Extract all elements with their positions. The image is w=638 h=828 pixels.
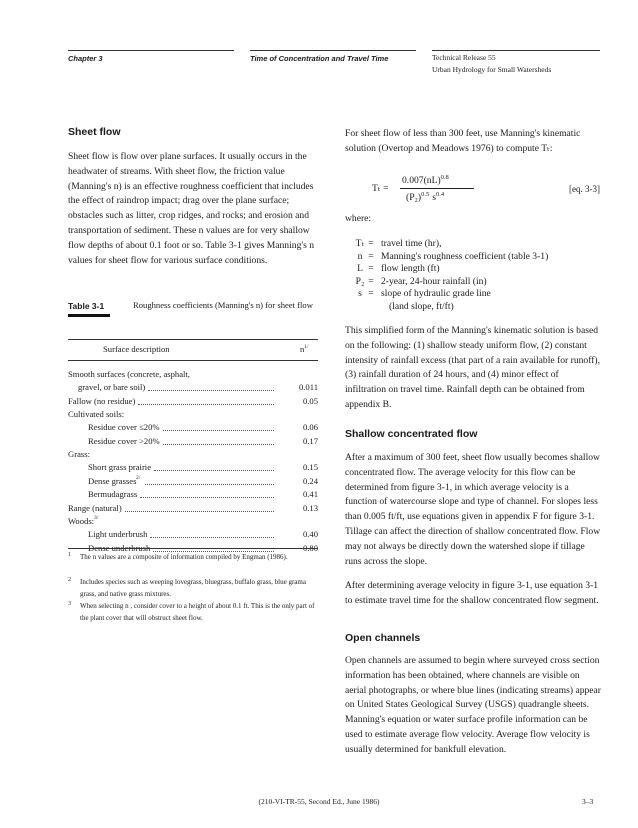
row-label: gravel, or bare soil) — [78, 382, 146, 393]
open-channels-heading: Open channels — [345, 632, 421, 644]
definition-equals: = — [368, 238, 374, 249]
definition-symbol: L — [357, 263, 363, 275]
table-row — [68, 395, 318, 408]
table-caption: Roughness coefficients (Manning's n) for sheet flow — [133, 300, 313, 310]
definition-symbol: Tₜ — [355, 238, 365, 249]
table-row — [68, 448, 318, 461]
definition-item — [355, 301, 454, 314]
row-value: 0.011 — [298, 382, 318, 393]
eq-lhs: Tₜ = — [372, 183, 389, 194]
dot-leader — [163, 444, 274, 445]
definition-equals: = — [368, 288, 374, 300]
col-n-label: n — [300, 344, 305, 354]
footnote-mark: 3 — [68, 601, 71, 607]
table-footnote — [68, 577, 318, 601]
shallow-flow-heading: Shallow concentrated flow — [345, 428, 478, 440]
footnote-text: Includes species such as weeping lovegrass, bluegrass, buffalo grass, blue grama grass, and native grass mixtures. — [80, 578, 306, 598]
row-value: 0.06 — [302, 422, 318, 433]
row-value: 0.13 — [302, 502, 318, 513]
definition-item — [355, 288, 491, 301]
definition-symbol: n — [357, 250, 363, 262]
definition-text: (land slope, ft/ft) — [389, 301, 454, 312]
header-chapter: Chapter 3 — [68, 54, 103, 63]
row-label: Woods: — [68, 515, 95, 526]
row-footnote-ref: 3/ — [94, 514, 99, 521]
eq-denominator-p-exp: 0.5 — [421, 191, 430, 198]
row-label: Short grass prairie — [88, 462, 152, 473]
header-release: Technical Release 55 — [432, 53, 496, 62]
eq-denominator-s: s — [432, 192, 436, 204]
footnote-mark: 2 — [68, 577, 71, 583]
row-label: Fallow (no residue) — [68, 395, 136, 406]
header-rule-left — [68, 50, 234, 51]
eq-fraction-bar — [400, 188, 474, 189]
definition-text: Manning's roughness coefficient (table 3-1) — [381, 250, 549, 262]
table-bottom-rule — [68, 548, 318, 549]
sheet-flow-heading: Sheet flow — [68, 126, 121, 138]
eq-denominator-s-exp: 0.4 — [435, 191, 445, 198]
footer-citation: (210-VI-TR-55, Second Ed., June 1986) — [258, 797, 380, 806]
table-header-rule — [68, 360, 318, 361]
table-label-bar — [68, 314, 110, 317]
table-row — [68, 515, 318, 528]
definition-text: 2-year, 24-hour rainfall (in) — [381, 275, 487, 287]
shallow-flow-paragraph-2: After determining average velocity in figure 3-1, use equation 3-1 to estimate travel time for the shallow concentrated flow segment. — [345, 580, 599, 606]
definition-item — [355, 238, 441, 251]
col-n-header — [300, 344, 309, 354]
col-surface-header: Surface description — [103, 344, 170, 354]
definition-item — [355, 263, 440, 276]
eq-numerator-exp: 0.8 — [440, 174, 449, 181]
eq-denominator — [406, 191, 444, 203]
footnote-text: When selecting n , consider cover to a height of about 0.1 ft. This is the only part of the plant cover that will obstruct sheet flow. — [80, 602, 315, 622]
row-label: Light underbrush — [88, 529, 148, 540]
dot-leader — [145, 484, 274, 485]
table-row — [68, 408, 318, 421]
definition-item — [355, 276, 487, 289]
eq-numerator-base: 0.007(nL) — [402, 175, 441, 187]
row-value: 0.24 — [302, 475, 318, 486]
eq-denominator-p: (P₂) — [406, 192, 422, 204]
definition-symbol: s — [358, 288, 362, 300]
dot-leader — [138, 404, 274, 405]
table-label: Table 3-1 — [68, 301, 105, 311]
dot-leader — [150, 537, 274, 538]
definition-item — [355, 251, 548, 264]
header-rule-right — [432, 50, 600, 51]
footnote-mark: 1 — [68, 552, 71, 558]
eq-numerator — [402, 174, 449, 186]
table-footnote — [68, 552, 318, 564]
table-row — [68, 421, 318, 434]
dot-leader — [154, 470, 274, 471]
shallow-flow-paragraph-1: After a maximum of 300 feet, sheet flow usually becomes shallow concentrated flow. The average velocity for this flow can be determined from figure 3-1, in which average velocity is a function of watercourse slope and type of channel. For slopes less than 0.005 ft/ft, use equations given in appendix F for figure 3-1. Tillage can affect the direction of shallow concentrated flow. Flow may not always be directly down the watershed slope if tillage runs across the slope. — [345, 452, 601, 567]
row-value: 0.41 — [302, 489, 318, 500]
definition-equals: = — [368, 250, 374, 262]
table-row — [68, 528, 318, 541]
row-label: Range (natural) — [68, 502, 122, 513]
row-label: Smooth surfaces (concrete, asphalt, — [68, 369, 190, 379]
row-label: Residue cover ≤20% — [88, 422, 160, 433]
row-label: Grass: — [68, 449, 90, 460]
equation-3-3 — [372, 172, 602, 212]
simplified-form-paragraph: This simplified form of the Manning's kinematic solution is based on the following: (1) shallow steady uniform flow, (2) constant intensity of rainfall excess (that part of a rain available for runoff), (3) rainfall duration of 24 hours, and (4) minor effect of infiltration on travel time. Rainfall depth can be obtained from appendix B. — [345, 325, 601, 410]
row-label: Residue cover >20% — [88, 435, 160, 446]
header-rule-mid — [250, 50, 416, 51]
row-label: Bermudagrass — [88, 489, 138, 500]
page-number: 3–3 — [582, 797, 594, 806]
definition-text: flow length (ft) — [381, 263, 440, 275]
definition-symbol: P₂ — [355, 275, 365, 287]
row-value: 0.40 — [302, 529, 318, 540]
definition-equals: = — [368, 275, 374, 287]
open-channels-paragraph: Open channels are assumed to begin where surveyed cross section information has been obtained, where channels are visible on aerial photographs, or where blue lines (indicating streams) appear on United States Geological Survey (USGS) quadrangle sheets. Manning's equation or water surface profile information can be used to estimate average flow velocity. Average flow velocity is usually determined for bankfull elevation. — [345, 655, 602, 755]
header-chapter-title: Time of Concentration and Travel Time — [250, 54, 389, 63]
where-label: where: — [345, 213, 372, 224]
row-footnote-ref: 2/ — [136, 474, 141, 481]
row-value: 0.05 — [302, 395, 318, 406]
definition-text: slope of hydraulic grade line — [381, 288, 491, 300]
table-row — [68, 475, 318, 488]
sheet-flow-paragraph: Sheet flow is flow over plane surfaces. It usually occurs in the headwater of streams. With sheet flow, the friction value (Manning's n) is an effective roughness coefficient that includes the effect of raindrop impact; drag over the plane surface; obstacles such as litter, crop ridges, and rocks; and erosion and transportation of sediment. These n values are for very shallow flow depths of about 0.1 foot or so. Table 3-1 gives Manning's n values for sheet flow for various surface conditions. — [68, 151, 315, 266]
sheet-flow-intro: For sheet flow of less than 300 feet, use Manning's kinematic solution (Overtop and Meadows 1976) to compute Tₜ: — [345, 128, 581, 154]
dot-leader — [163, 430, 274, 431]
table-row — [68, 435, 318, 448]
table-row — [68, 488, 318, 501]
table-row — [68, 502, 318, 515]
dot-leader — [148, 390, 274, 391]
table-top-rule — [68, 339, 318, 340]
row-label: Dense grasses — [88, 475, 137, 486]
table-footnote — [68, 601, 318, 625]
eq-tag: [eq. 3-3] — [569, 184, 600, 194]
row-value: 0.15 — [302, 462, 318, 473]
definition-equals: = — [368, 263, 374, 275]
footnote-text: The n values are a composite of information compiled by Engman (1986). — [80, 553, 288, 561]
row-label: Cultivated soils: — [68, 409, 125, 420]
header-subtitle: Urban Hydrology for Small Watersheds — [432, 65, 552, 74]
table-row — [68, 461, 318, 474]
definition-text: travel time (hr), — [381, 238, 442, 249]
row-value: 0.17 — [302, 435, 318, 446]
table-row — [68, 381, 318, 394]
dot-leader — [140, 497, 274, 498]
table-row — [68, 368, 318, 381]
col-n-note: 1/ — [304, 344, 309, 351]
dot-leader — [125, 511, 274, 512]
